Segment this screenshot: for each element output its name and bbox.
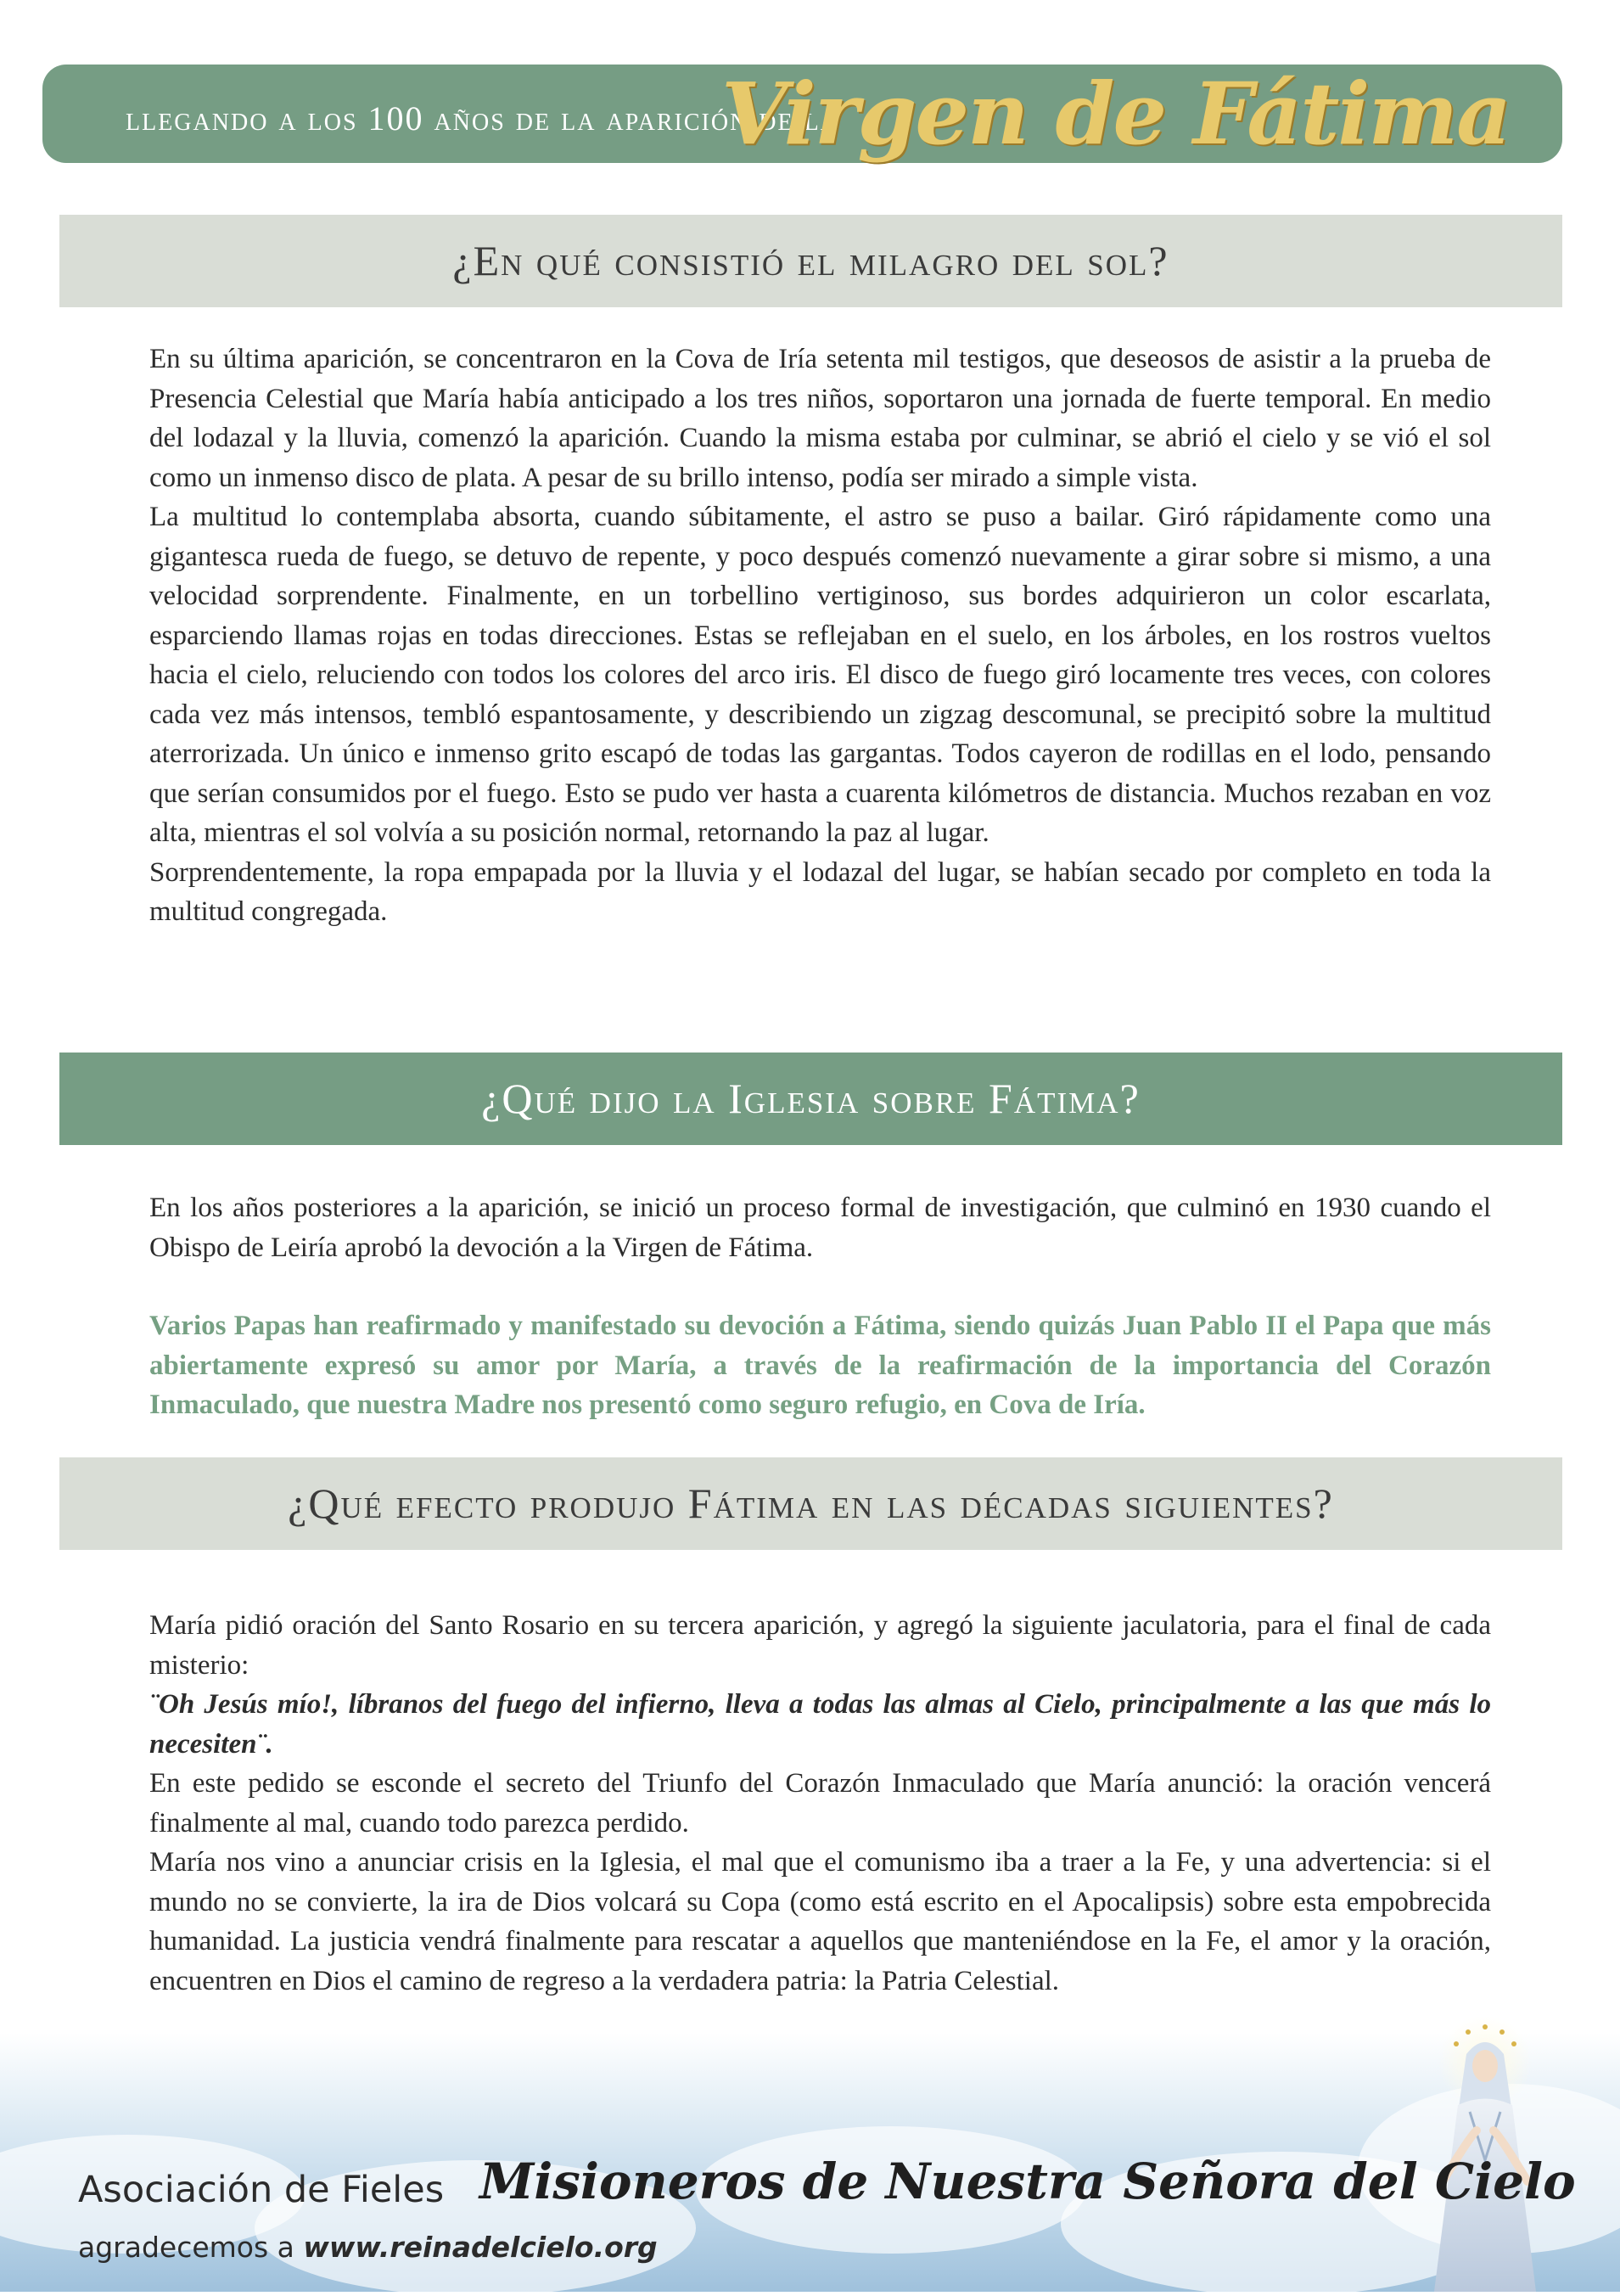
section-body-church [149,1188,1491,1425]
footer-association: Asociación de Fieles [78,2169,445,2211]
section-body-effect [149,1606,1491,2001]
virgin-mary-illustration [1417,2012,1553,2292]
highlighted-paragraph: Varios Papas han reafirmado y manifestado su devoción a Fátima, siendo quizás Juan Pablo II el Papa que más abiertamente expresó su amor por María, a través de la reafirmación de la importancia del Corazón Inmaculado, que nuestra Madre nos presentó como seguro refugio, en Cova de Iría. [149,1311,1491,1420]
website-link[interactable]: www.reinadelcielo.org [303,2231,658,2264]
paragraph: María pidió oración del Santo Rosario en su tercera aparición, y agregó la siguiente jaculatoria, para el final de cada misterio: [149,1610,1491,1681]
footer-thanks-text: agradecemos a [78,2231,294,2264]
banner-script-title: Virgen de Fátima [720,64,1510,164]
section-body-sun [149,340,1491,932]
prayer-quote: ¨Oh Jesús mío!, líbranos del fuego del infierno, lleva a todas las almas al Cielo, principalmente a las que más lo necesiten¨. [149,1689,1491,1760]
banner-prefix: llegando a los 100 años de la aparición de la [126,99,839,138]
footer-missioners-title: Misioneros de Nuestra Señora del Cielo [479,2153,1576,2210]
paragraph: En su última aparición, se concentraron en la Cova de Iría setenta mil testigos, que deseosos de asistir a la prueba de Presencia Celestial que María había anticipado a los tres niños, soportaron una jornada de fuerte temporal. En medio del lodazal y la lluvia, comenzó la aparición. Cuando la misma estaba por culminar, se abrió el cielo y se vió el sol como un inmenso disco de plata. A pesar de su brillo intenso, podía ser mirado a simple vista. [149,344,1491,493]
section-title-effect: ¿Qué efecto produjo Fátima en las décadas siguientes? [59,1457,1562,1550]
footer-thanks [78,2231,658,2264]
paragraph: La multitud lo contemplaba absorta, cuando súbitamente, el astro se puso a bailar. Giró rápidamente como una gigantesca rueda de fuego, se detuvo de repente, y poco después comenzó nuevamente a girar sobre si mismo, a una velocidad sorprendente. Finalmente, en un torbellino vertiginoso, sus bordes adquirieron un color escarlata, esparciendo llamas rojas en todas direcciones. Estas se reflejaban en el suelo, en los árboles, en los rostros vueltos hacia el cielo, reluciendo con todos los colores del arco iris. El disco de fuego giró locamente tres veces, con colores cada vez más intensos, tembló espantosamente, y describiendo un zigzag descomunal, se precipitó sobre la multitud aterrorizada. Un único e inmenso grito escapó de todas las gargantas. Todos cayeron de rodillas en el lodo, pensando que serían consumidos por el fuego. Esto se pudo ver hasta a cuarenta kilómetros de distancia. Muchos rezaban en voz alta, mientras el sol volvía a su posición normal, retornando la paz al lugar. [149,502,1491,848]
paragraph: En este pedido se esconde el secreto del Triunfo del Corazón Inmaculado que María anunció: la oración vencerá finalmente al mal, cuando todo parezca perdido. [149,1768,1491,1838]
paragraph: En los años posteriores a la aparición, se inició un proceso formal de investigación, que culminó en 1930 cuando el Obispo de Leiría aprobó la devoción a la Virgen de Fátima. [149,1193,1491,1263]
top-banner [42,65,1562,163]
section-title-sun: ¿En qué consistió el milagro del sol? [59,215,1562,307]
section-title-church: ¿Qué dijo la Iglesia sobre Fátima? [59,1053,1562,1145]
paragraph: María nos vino a anunciar crisis en la Iglesia, el mal que el comunismo iba a traer a la Fe, y una advertencia: si el mundo no se convierte, la ira de Dios volcará su Copa (como está escrito en el Apocalipsis) sobre esta empobrecida humanidad. La justicia vendrá finalmente para rescatar a aquellos que manteniéndose en la Fe, el amor y la oración, encuentren en Dios el camino de regreso a la verdadera patria: la Patria Celestial. [149,1847,1491,1996]
paragraph: Sorprendentemente, la ropa empapada por la lluvia y el lodazal del lugar, se habían secado por completo en toda la multitud congregada. [149,856,1491,927]
